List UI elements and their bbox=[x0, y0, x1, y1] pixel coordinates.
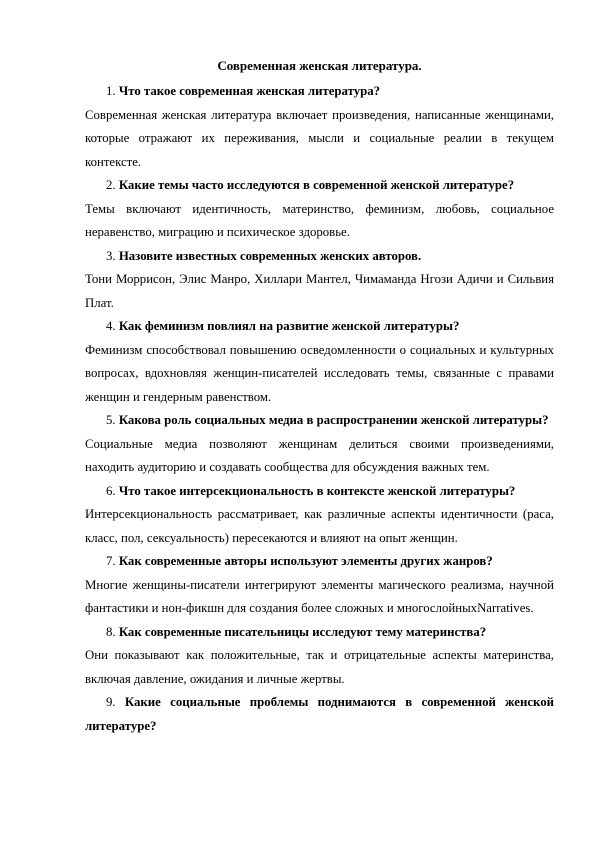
question-5 bbox=[85, 409, 554, 433]
question-number: 7. bbox=[106, 554, 116, 568]
question-9 bbox=[85, 691, 554, 738]
answer-1: Современная женская литература включает произведения, написанные женщинами, которые отражают их переживания, мысли и социальные реалии в текущем контексте. bbox=[85, 107, 554, 169]
answer-8: Они показывают как положительные, так и отрицательные аспекты материнства, включая давление, ожидания и личные жертвы. bbox=[85, 648, 554, 686]
question-number: 6. bbox=[106, 483, 116, 498]
answer-4: Феминизм способствовал повышению осведомленности о социальных и культурных вопросах, вдохновляя женщин-писателей исследовать темы, связанные с правами женщин и гендерным равенством. bbox=[85, 342, 554, 404]
question-text: Как современные авторы используют элементы других жанров? bbox=[118, 554, 493, 568]
question-text: Что такое современная женская литература? bbox=[118, 84, 381, 98]
question-6 bbox=[85, 480, 554, 504]
question-3 bbox=[85, 245, 554, 269]
question-number: 4. bbox=[106, 319, 116, 333]
question-8 bbox=[85, 621, 554, 645]
question-7 bbox=[85, 550, 554, 574]
question-text: Какие социальные проблемы поднимаются в современной женской литературе? bbox=[85, 695, 554, 733]
question-text: Какие темы часто исследуются в современной женской литературе? bbox=[118, 178, 515, 192]
answer-5: Социальные медиа позволяют женщинам делиться своими произведениями, находить аудиторию и создавать сообщества для обсуждения важных тем. bbox=[85, 436, 554, 474]
question-number: 9. bbox=[106, 695, 116, 709]
question-text: Как современные писательницы исследуют тему материнства? bbox=[118, 624, 487, 639]
answer-3: Тони Моррисон, Элис Манро, Хиллари Мантел, Чимаманда Нгози Адичи и Сильвия Плат. bbox=[85, 272, 554, 310]
question-number: 2. bbox=[106, 178, 116, 192]
question-number: 1. bbox=[106, 84, 116, 98]
question-text: Какова роль социальных медиа в распространении женской литературы? bbox=[118, 413, 549, 427]
question-number: 8. bbox=[106, 624, 116, 639]
question-text: Что такое интерсекциональность в контексте женской литературы? bbox=[118, 483, 516, 498]
answer-6: Интерсекциональность рассматривает, как различные аспекты идентичности (раса, класс, пол, сексуальность) пересекаются и влияют на опыт женщин. bbox=[85, 507, 554, 545]
answer-7: Многие женщины-писатели интегрируют элементы магического реализма, научной фантастики и нон-фикшн для создания более сложных и многослойныхNarratives. bbox=[85, 577, 554, 615]
question-1 bbox=[85, 80, 554, 104]
question-number: 5. bbox=[106, 413, 116, 427]
question-text: Как феминизм повлиял на развитие женской литературы? bbox=[118, 319, 460, 333]
question-4 bbox=[85, 315, 554, 339]
document-title: Современная женская литература. bbox=[217, 58, 422, 73]
answer-2: Темы включают идентичность, материнство, феминизм, любовь, социальное неравенство, миграцию и психическое здоровье. bbox=[85, 201, 554, 239]
question-number: 3. bbox=[106, 248, 116, 263]
question-text: Назовите известных современных женских авторов. bbox=[118, 248, 422, 263]
question-2 bbox=[85, 174, 554, 198]
qa-list bbox=[85, 80, 554, 738]
